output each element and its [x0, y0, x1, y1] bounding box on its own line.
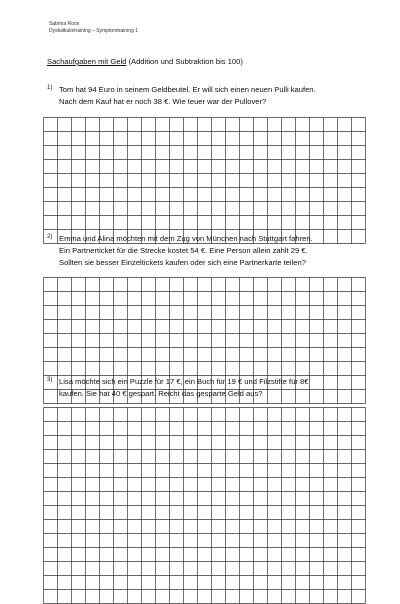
task-line: Tom hat 94 Euro in seinem Geldbeutel. Er will sich einen neuen Pulli kaufen.	[59, 85, 316, 94]
task-line: Emma und Alina möchten mit dem Zug von München nach Stuttgart fahren.	[59, 234, 313, 243]
answer-grid-3[interactable]	[43, 407, 365, 604]
task-line: kaufen. Sie hat 40 € gespart. Reicht das gesparte Geld aus?	[59, 389, 263, 399]
author-header	[49, 21, 138, 35]
author-subtitle: Dyskalkulietraining – Symptomtraining 1	[49, 28, 138, 34]
task-text	[59, 84, 369, 108]
worksheet-title	[47, 57, 243, 66]
task-line: Lisa möchte sich ein Puzzle für 17 €, ein Buch für 19 € und Filzstifte für 8€	[59, 377, 309, 386]
title-rest: (Addition und Subtraktion bis 100)	[126, 57, 243, 66]
title-underlined: Sachaufgaben mit Geld	[47, 57, 127, 66]
task-line: Sollten sie besser Einzeltickets kaufen oder sich eine Partnerkarte teilen?	[59, 258, 306, 268]
author-name: Sabrina Roos	[49, 21, 80, 27]
task-line: Nach dem Kauf hat er noch 38 €. Wie teuer war der Pullover?	[59, 97, 267, 107]
grid-lines	[43, 117, 366, 244]
task-number: 2)	[47, 234, 53, 240]
task-number: 3)	[47, 377, 53, 383]
grid-lines	[43, 407, 366, 604]
answer-grid-1[interactable]	[43, 117, 365, 244]
task-text	[59, 376, 369, 400]
task-line: Ein Partnerticket für die Strecke kostet 54 €. Eine Person allein zahlt 29 €.	[59, 246, 308, 256]
task-number: 1)	[47, 85, 53, 91]
task-text	[59, 233, 369, 270]
